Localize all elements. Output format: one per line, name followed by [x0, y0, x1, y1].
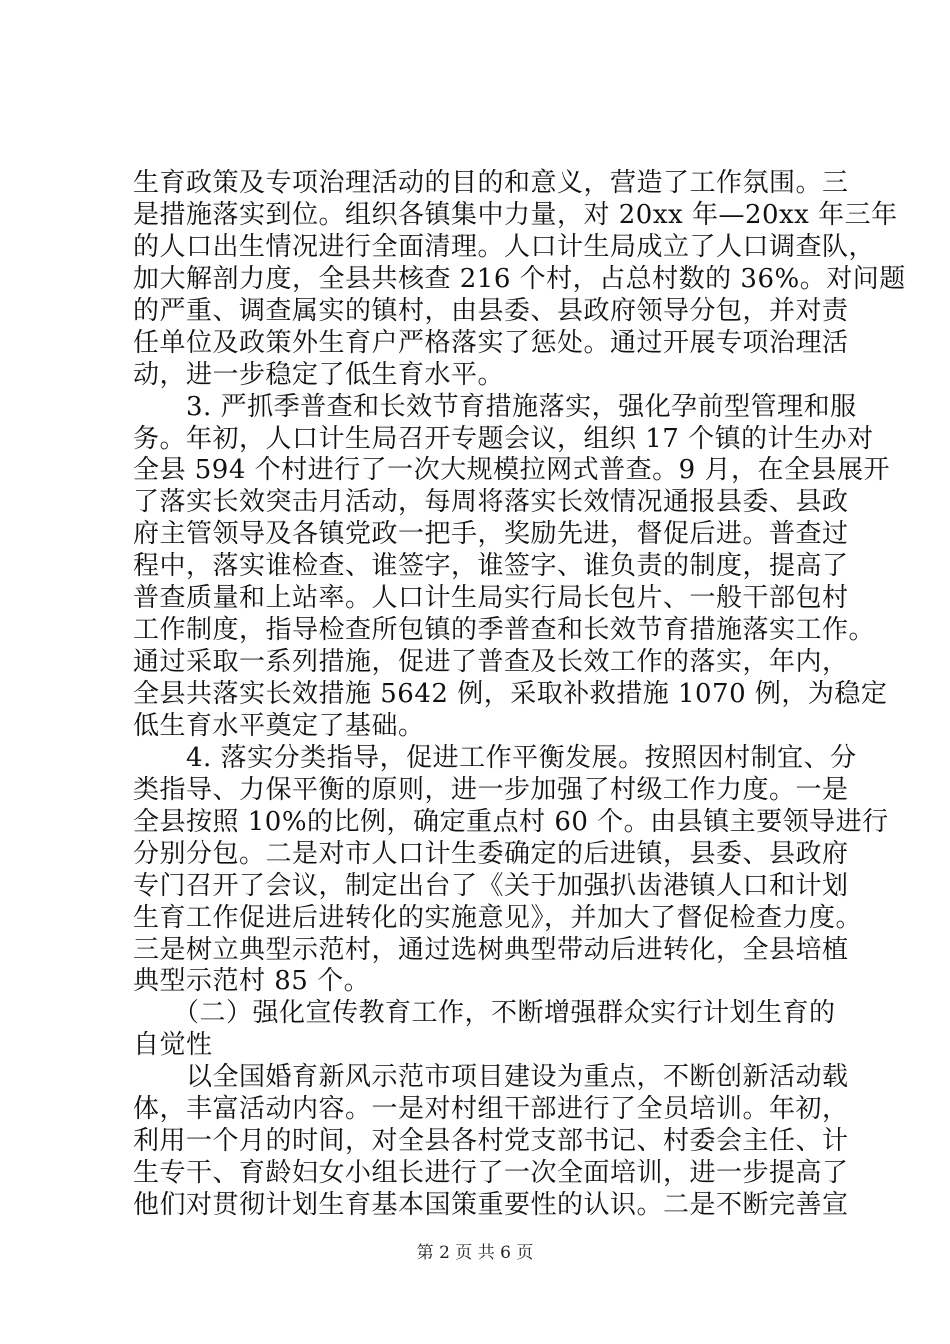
- section-heading: 自觉性: [133, 1030, 213, 1061]
- text-line: 了落实长效突击月活动，每周将落实长效情况通报县委、县政: [133, 487, 849, 518]
- text-line: 生专干、育龄妇女小组长进行了一次全面培训，进一步提高了: [133, 1158, 849, 1189]
- text-line: 三是树立典型示范村，通过选树典型带动后进转化，全县培植: [133, 934, 849, 965]
- text-line: 务。年初，人口计生局召开专题会议，组织 17 个镇的计生办对: [133, 423, 874, 454]
- section-heading: （二）强化宣传教育工作，不断增强群众实行计划生育的: [133, 998, 836, 1029]
- text-line: 生育工作促进后进转化的实施意见》，并加大了督促检查力度。: [133, 902, 863, 933]
- text-line: 全县 594 个村进行了一次大规模拉网式普查。9 月，在全县展开: [133, 455, 890, 486]
- text-line: 分别分包。二是对市人口计生委确定的后进镇，县委、县政府: [133, 838, 849, 869]
- text-line: 典型示范村 85 个。: [133, 966, 371, 997]
- text-line: 全县按照 10%的比例，确定重点村 60 个。由县镇主要领导进行: [133, 806, 889, 837]
- text-line: 生育政策及专项治理活动的目的和意义，营造了工作氛围。三: [133, 168, 849, 198]
- text-line: 府主管领导及各镇党政一把手，奖励先进，督促后进。普查过: [133, 519, 849, 550]
- text-line: 通过采取一系列措施，促进了普查及长效工作的落实，年内，: [133, 647, 849, 678]
- text-line: 类指导、力保平衡的原则，进一步加强了村级工作力度。一是: [133, 774, 849, 805]
- text-line: 全县共落实长效措施 5642 例，采取补救措施 1070 例，为稳定: [133, 679, 888, 709]
- text-line: 的严重、调查属实的镇村，由县委、县政府领导分包，并对责: [133, 295, 849, 326]
- text-line: 工作制度，指导检查所包镇的季普查和长效节育措施落实工作。: [133, 615, 876, 646]
- text-line: 4. 落实分类指导，促进工作平衡发展。按照因村制宜、分: [133, 742, 857, 773]
- text-line: 普查质量和上站率。人口计生局实行局长包片、一般干部包村: [133, 583, 849, 614]
- text-line: 程中，落实谁检查、谁签字，谁签字、谁负责的制度，提高了: [133, 551, 849, 582]
- text-line: 任单位及政策外生育户严格落实了惩处。通过开展专项治理活: [133, 327, 849, 358]
- text-line: 3. 严抓季普查和长效节育措施落实，强化孕前型管理和服: [133, 391, 857, 422]
- text-line: 动，进一步稳定了低生育水平。: [133, 359, 505, 390]
- text-line: 以全国婚育新风示范市项目建设为重点，不断创新活动载: [133, 1062, 849, 1093]
- text-line: 利用一个月的时间，对全县各村党支部书记、村委会主任、计: [133, 1126, 849, 1157]
- text-line: 专门召开了会议，制定出台了《关于加强扒齿港镇人口和计划: [133, 870, 849, 901]
- text-line: 加大解剖力度，全县共核查 216 个村，占总村数的 36%。对问题: [133, 263, 906, 294]
- text-line: 的人口出生情况进行全面清理。人口计生局成立了人口调查队，: [133, 231, 876, 262]
- page-number-footer: 第 2 页 共 6 页: [416, 1243, 534, 1263]
- text-line: 低生育水平奠定了基础。: [133, 710, 425, 741]
- text-line: 体，丰富活动内容。一是对村组干部进行了全员培训。年初，: [133, 1094, 849, 1125]
- text-line: 他们对贯彻计划生育基本国策重要性的认识。二是不断完善宣: [133, 1190, 849, 1220]
- text-line: 是措施落实到位。组织各镇集中力量，对 20xx 年—20xx 年三年: [133, 199, 898, 230]
